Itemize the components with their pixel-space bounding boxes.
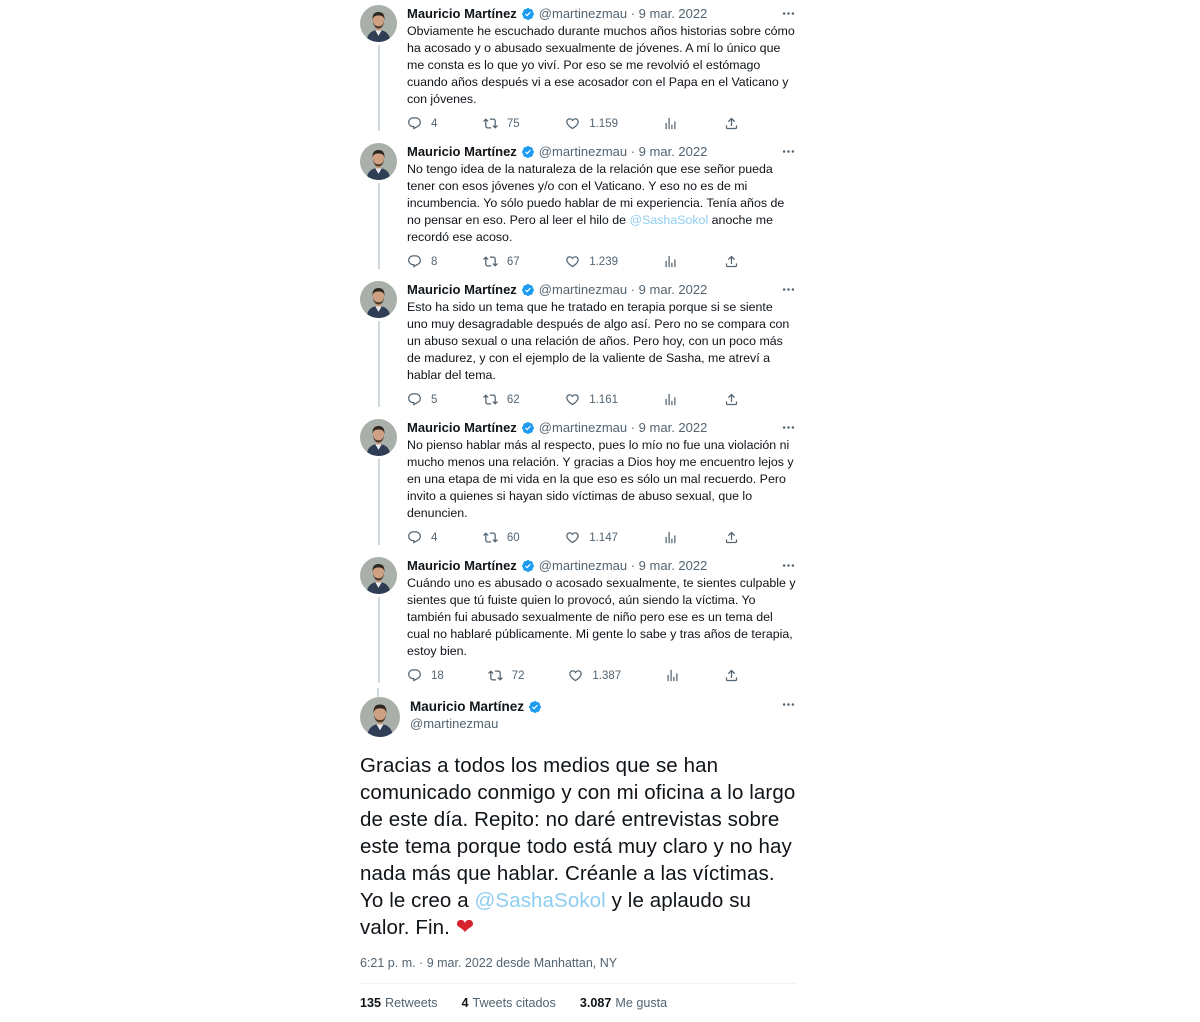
like-button[interactable] <box>565 392 618 407</box>
retweets-label: Retweets <box>385 996 438 1010</box>
heart-icon <box>568 668 583 683</box>
heart-icon <box>565 392 580 407</box>
tweet[interactable] <box>360 416 796 554</box>
reply-count: 18 <box>431 669 444 682</box>
verified-badge-icon <box>521 421 535 435</box>
share-button[interactable] <box>724 254 739 269</box>
tweet[interactable] <box>360 278 796 416</box>
tweet[interactable] <box>360 140 796 278</box>
retweet-button[interactable] <box>483 254 520 269</box>
tweet-gutter <box>360 143 397 269</box>
display-name[interactable]: Mauricio Martínez <box>407 144 517 159</box>
share-button[interactable] <box>724 392 739 407</box>
like-count: 1.239 <box>589 255 618 268</box>
reply-button[interactable] <box>407 254 437 269</box>
thread-connector-line <box>378 597 380 683</box>
reply-icon <box>407 530 422 545</box>
handle-and-date[interactable]: @martinezmau · 9 mar. 2022 <box>538 282 708 297</box>
tweet-content <box>407 281 796 407</box>
text-segment: Esto ha sido un tema que he tratado en terapia porque si se siente uno muy desagradable después de algo así. Pero no se compara con un abuso sexual o una relación de años. Pero hoy, con un poco más de madurez, y con el ejemplo de la valiente de Sasha, me atreví a hablar del tema. <box>407 300 790 382</box>
views-button[interactable] <box>665 668 680 683</box>
tweet-gutter <box>360 557 397 683</box>
more-options-button[interactable] <box>773 282 796 297</box>
retweet-button[interactable] <box>483 392 520 407</box>
verified-badge-icon <box>521 145 535 159</box>
tweet-timestamp: 6:21 p. m. · 9 mar. 2022 desde Manhattan, NY <box>360 956 618 970</box>
reply-icon <box>407 116 422 131</box>
share-icon <box>724 116 739 131</box>
share-button[interactable] <box>724 116 739 131</box>
views-button[interactable] <box>663 116 678 131</box>
thread-connector-line <box>378 183 380 269</box>
more-options-button[interactable] <box>773 558 796 573</box>
thread-connector-line <box>378 45 380 131</box>
display-name[interactable]: Mauricio Martínez <box>407 282 517 297</box>
tweet-actions <box>407 392 739 407</box>
handle-and-date[interactable]: @martinezmau · 9 mar. 2022 <box>538 6 708 21</box>
retweet-icon <box>483 392 498 407</box>
like-count: 1.387 <box>592 669 622 682</box>
heart-icon <box>565 530 580 545</box>
share-button[interactable] <box>724 668 739 683</box>
tweet-text <box>407 299 796 384</box>
like-button[interactable] <box>565 254 618 269</box>
text-segment: anoche me recordó ese acoso. <box>407 213 773 244</box>
retweet-count: 75 <box>506 117 520 130</box>
tweet-gutter <box>360 281 397 407</box>
tweet-text <box>407 575 796 660</box>
tweet[interactable] <box>360 2 796 140</box>
verified-badge-icon <box>521 559 535 573</box>
thread-connector-line <box>378 459 380 545</box>
reply-icon <box>407 668 422 683</box>
retweet-icon <box>483 254 498 269</box>
views-button[interactable] <box>663 254 678 269</box>
share-icon <box>724 254 739 269</box>
thread-connector-line <box>378 321 380 407</box>
mention-link[interactable]: @SashaSokol <box>629 213 709 227</box>
likes-label: Me gusta <box>615 996 668 1010</box>
share-icon <box>724 392 739 407</box>
more-options-button[interactable] <box>773 697 796 712</box>
mention-link[interactable]: @SashaSokol <box>474 889 606 912</box>
tweet-text <box>407 437 796 522</box>
reply-button[interactable] <box>407 116 437 131</box>
thread-tweets <box>360 2 796 692</box>
handle-and-date[interactable]: @martinezmau · 9 mar. 2022 <box>538 558 708 573</box>
avatar[interactable] <box>360 281 397 318</box>
tweet-actions <box>407 254 739 269</box>
text-segment: y le aplaudo su valor. Fin. <box>360 889 752 939</box>
like-button[interactable] <box>568 668 621 683</box>
likes-stat[interactable] <box>580 996 667 1010</box>
quote-tweets-count: 4 <box>461 996 469 1010</box>
display-name[interactable]: Mauricio Martínez <box>407 6 517 21</box>
analytics-icon <box>663 116 678 131</box>
avatar[interactable] <box>360 419 397 456</box>
retweet-count: 67 <box>506 255 520 268</box>
focused-tweet[interactable] <box>360 697 796 1022</box>
tweet-content <box>407 557 796 683</box>
views-button[interactable] <box>663 392 678 407</box>
tweet-header <box>407 5 796 22</box>
analytics-icon <box>665 668 680 683</box>
likes-count: 3.087 <box>579 996 612 1010</box>
tweet-actions <box>407 668 739 683</box>
tweet-content <box>407 419 796 545</box>
thread-column <box>360 2 796 1022</box>
tweet-actions <box>407 116 739 131</box>
tweet-header <box>407 557 796 574</box>
more-options-button[interactable] <box>773 144 796 159</box>
reply-icon <box>407 254 422 269</box>
tweet-stats-bar <box>360 984 796 1022</box>
handle-and-date[interactable]: @martinezmau · 9 mar. 2022 <box>538 144 708 159</box>
retweet-button[interactable] <box>488 668 525 683</box>
tweet-content <box>407 5 796 131</box>
like-count: 1.147 <box>589 531 618 544</box>
tweet-content <box>407 143 796 269</box>
tweet-header <box>407 143 796 160</box>
analytics-icon <box>663 254 678 269</box>
reply-button[interactable] <box>407 668 444 683</box>
retweets-stat[interactable] <box>360 996 438 1010</box>
text-segment: No pienso hablar más al respecto, pues lo mío no fue una violación ni mucho menos una relación. Y gracias a Dios hoy me encuentro lejos y en una etapa de mi vida en la que eso es sólo un mal recuerdo. Pero invito a quienes si hayan sido víctimas de abuso sexual, que lo denuncien. <box>407 438 794 520</box>
retweet-button[interactable] <box>483 116 520 131</box>
avatar[interactable] <box>360 5 397 42</box>
text-segment: Gracias a todos los medios que se han comunicado conmigo y con mi oficina a lo largo de este día. Repito: no daré entrevistas sobre este tema porque todo está muy claro y no hay nada más que hablar. Créanle a las víctimas. Yo le creo a <box>360 754 796 912</box>
tweet-header <box>407 281 796 298</box>
avatar[interactable] <box>360 143 397 180</box>
heart-emoji: ❤ <box>455 914 475 939</box>
tweet-gutter <box>360 419 397 545</box>
display-name[interactable]: Mauricio Martínez <box>407 558 517 573</box>
thread-connector-line <box>377 688 379 697</box>
retweet-icon <box>483 116 498 131</box>
avatar[interactable] <box>360 557 397 594</box>
retweet-count: 62 <box>506 393 520 406</box>
share-icon <box>724 668 739 683</box>
display-name[interactable]: Mauricio Martínez <box>407 420 517 435</box>
tweet-text <box>407 161 796 246</box>
tweet-header <box>407 419 796 436</box>
reply-count: 8 <box>431 255 438 268</box>
text-segment: Obviamente he escuchado durante muchos años historias sobre cómo ha acosado y o abusado sexualmente de jóvenes. A mí lo único que me consta es lo que yo viví. Por eso se me revolvió el estómago cuando años después vi a ese acosador con el Papa en el Vaticano y con jóvenes. <box>407 24 795 106</box>
reply-count: 5 <box>431 393 438 406</box>
share-icon <box>724 530 739 545</box>
focused-tweet-header <box>360 697 796 737</box>
analytics-icon <box>663 530 678 545</box>
retweet-count: 72 <box>511 669 525 682</box>
text-segment: No tengo idea de la naturaleza de la relación que ese señor pueda tener con esos jóvenes y/o con el Vaticano. Y eso no es de mi incumbencia. Yo sólo puedo hablar de mi experiencia. Tenía años de no pensar en eso. Pero al leer el hilo de <box>407 162 785 227</box>
more-options-button[interactable] <box>773 6 796 21</box>
tweet-text <box>407 23 796 108</box>
retweet-button[interactable] <box>483 530 520 545</box>
reply-button[interactable] <box>407 392 437 407</box>
avatar[interactable] <box>360 697 400 737</box>
display-name[interactable]: Mauricio Martínez <box>410 699 525 714</box>
quote-tweets-stat[interactable] <box>462 996 556 1010</box>
reply-count: 4 <box>431 531 438 544</box>
tweet-gutter <box>360 5 397 131</box>
heart-icon <box>565 116 580 131</box>
reply-count: 4 <box>431 117 438 130</box>
verified-badge-icon <box>521 283 535 297</box>
tweet-actions <box>407 530 739 545</box>
more-options-button[interactable] <box>773 420 796 435</box>
like-button[interactable] <box>565 530 618 545</box>
views-button[interactable] <box>663 530 678 545</box>
retweet-icon <box>483 530 498 545</box>
retweet-icon <box>488 668 503 683</box>
like-button[interactable] <box>565 116 618 131</box>
reply-icon <box>407 392 422 407</box>
retweets-count: 135 <box>360 996 382 1010</box>
heart-icon <box>565 254 580 269</box>
share-button[interactable] <box>724 530 739 545</box>
handle-and-date[interactable]: @martinezmau · 9 mar. 2022 <box>538 420 708 435</box>
like-count: 1.161 <box>589 393 618 406</box>
text-segment: Cuándo uno es abusado o acosado sexualmente, te sientes culpable y sientes que tú fuiste quien lo provocó, aún siendo la víctima. Yo también fui abusado sexualmente de niño pero ese es un tema del cual no hablaré públicamente. Mi gente lo sabe y tras años de terapia, estoy bien. <box>407 576 796 658</box>
verified-badge-icon <box>521 7 535 21</box>
like-count: 1.159 <box>589 117 618 130</box>
verified-badge-icon <box>528 700 542 714</box>
analytics-icon <box>663 392 678 407</box>
retweet-count: 60 <box>506 531 520 544</box>
handle[interactable]: @martinezmau <box>410 716 499 731</box>
author-identity <box>410 697 542 732</box>
reply-button[interactable] <box>407 530 437 545</box>
quote-tweets-label: Tweets citados <box>472 996 556 1010</box>
tweet[interactable] <box>360 554 796 692</box>
